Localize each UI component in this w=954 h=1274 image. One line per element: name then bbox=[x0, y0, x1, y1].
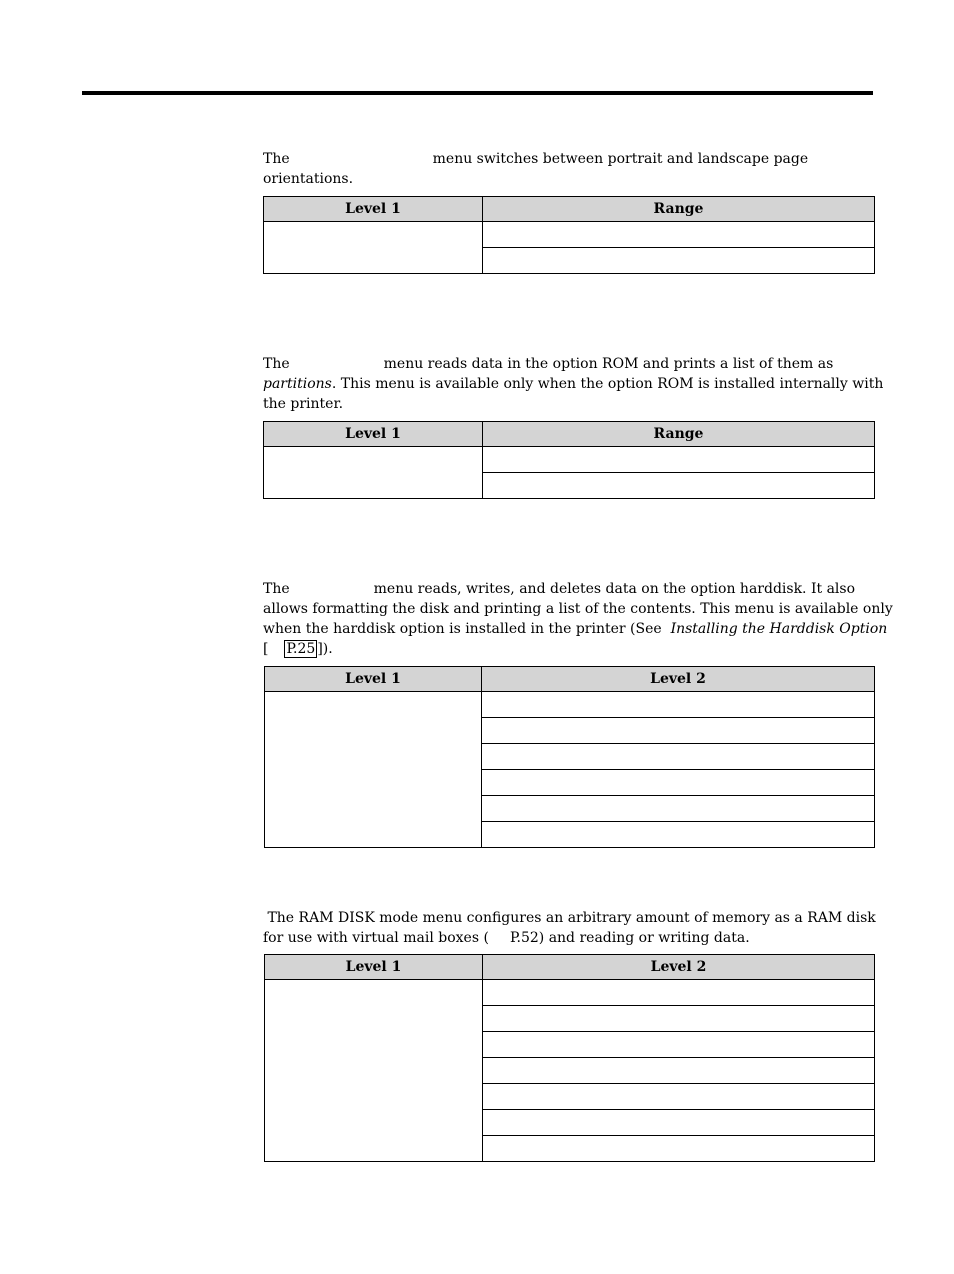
table-row bbox=[265, 692, 875, 718]
section3-table bbox=[264, 666, 875, 848]
page-reference-link[interactable]: P.25 bbox=[286, 641, 316, 657]
table-header-level2: Level 2 bbox=[483, 955, 875, 980]
section3-paragraph: The menu reads, writes, and deletes data on the option harddisk. It also allows formatting the disk and printing a list of the contents. This menu is available only when the harddisk option is installed in the printer (See Installing the Harddisk Option [ P.25 ]). bbox=[263, 581, 893, 657]
section4-paragraph: The RAM DISK mode menu configures an arbitrary amount of memory as a RAM disk for use with virtual mail boxes ( P.52) and reading or writing data. bbox=[263, 910, 876, 946]
section2-paragraph: The menu reads data in the option ROM and prints a list of them as partitions. This menu is available only when the option ROM is installed internally with the printer. bbox=[263, 356, 884, 412]
header-rule bbox=[82, 91, 873, 95]
table-header-level2: Level 2 bbox=[482, 667, 875, 692]
table-row bbox=[264, 222, 875, 248]
table-header-range: Range bbox=[483, 422, 875, 447]
table-row bbox=[265, 980, 875, 1006]
section2-table bbox=[263, 421, 875, 499]
section1-table bbox=[263, 196, 875, 274]
table-row bbox=[264, 447, 875, 473]
table-header-level1: Level 1 bbox=[264, 422, 483, 447]
table-header-level1: Level 1 bbox=[264, 197, 483, 222]
table-header-level1: Level 1 bbox=[265, 667, 482, 692]
section4-table bbox=[264, 954, 875, 1162]
table-header-level1: Level 1 bbox=[265, 955, 483, 980]
table-header-range: Range bbox=[483, 197, 875, 222]
section1-paragraph: The menu switches between portrait and landscape page orientations. bbox=[263, 151, 809, 187]
